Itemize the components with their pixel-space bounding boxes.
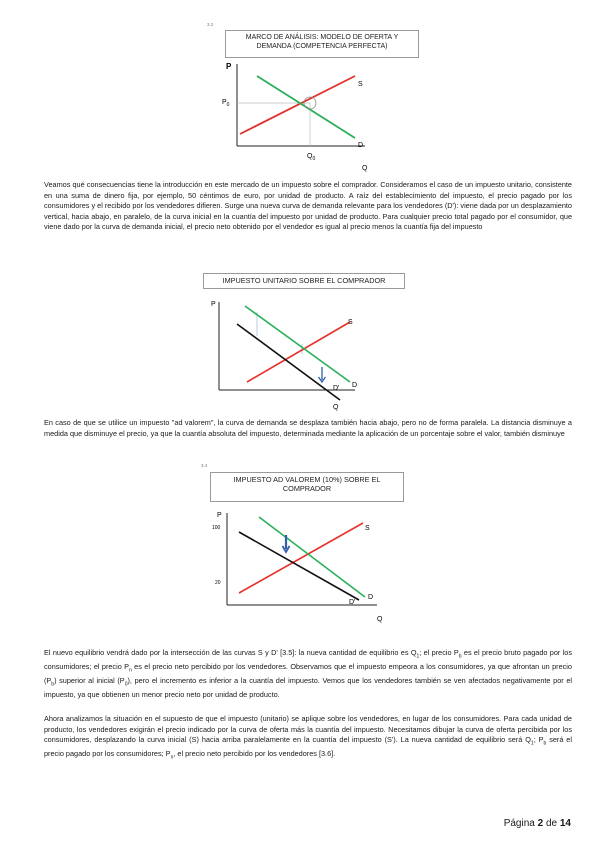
text-run: es el precio bruto pagado por los consumidores; el precio P: [44, 648, 573, 672]
figure-number: 3.4: [201, 463, 208, 468]
demand-label: D: [352, 382, 358, 389]
subscript: 1: [530, 740, 534, 747]
tick-label-20: 20: [215, 580, 221, 586]
text-run: es el precio neto percibido por los vendedores. Observamos que el impuesto empeora a los consumidores, ya que afrontan un precio (P: [44, 662, 572, 686]
subscript: b: [51, 681, 55, 688]
q0-label: $Q_0$: [307, 153, 316, 162]
figure-title: IMPUESTO UNITARIO SOBRE EL COMPRADOR: [203, 273, 405, 289]
figure-title-line: IMPUESTO AD VALOREM (10%) SOBRE EL: [233, 475, 381, 484]
shifted-demand-curve: [237, 324, 340, 400]
page-footer: [504, 818, 571, 829]
figure-title: [210, 472, 404, 502]
figure-title: [225, 30, 419, 58]
demand-curve: [259, 517, 365, 597]
p0-label: $P_0$: [222, 99, 230, 108]
paragraph: En caso de que se utilice un impuesto "ad valorem", la curva de demanda se desplaza también hacia abajo, pero no de forma paralela. La distancia disminuye a medida que disminuye el precio, ya que la cuantía absoluta del impuesto, determinada mediante la aplicación de un porcentaje sobre el valor, también disminuye: [44, 418, 572, 438]
supply-demand-chart: [215, 56, 385, 178]
supply-curve: [239, 523, 363, 593]
supply-label: S: [358, 81, 363, 88]
subscript: 1: [416, 653, 420, 660]
axis-label-p: P: [211, 301, 216, 308]
demand-label: D: [368, 594, 374, 601]
text-run: El nuevo equilibrio vendrá dado por la intersección de las curvas S y D' [3.5]: la nueva cantidad de equilibrio es Q: [44, 648, 417, 657]
axis-label-p: P: [217, 512, 222, 519]
tick-label-100: 100: [212, 525, 221, 531]
demand-label: D: [358, 142, 364, 149]
subscript: b: [543, 740, 547, 747]
paragraph: [44, 648, 572, 701]
shifted-demand-curve: [239, 532, 359, 600]
axis-label-q: Q: [333, 404, 339, 411]
page-label: Página: [503, 818, 535, 829]
subscript: 0: [124, 681, 128, 688]
demand-curve: [245, 306, 350, 382]
supply-label: S: [365, 525, 370, 532]
page-of: de: [545, 818, 558, 829]
supply-curve: [247, 322, 350, 382]
text-run: ; P: [533, 735, 544, 745]
text-run: ), pero el incremento es inferior a la cuantía del impuesto. Vemos que los vendedores también se ven afectados negativamente por el impuesto, ya que obtienen un menor precio neto por unidad de producto.: [44, 676, 573, 700]
axis-label-q: Q: [377, 616, 383, 623]
figure-title-line: MARCO DE ANÁLISIS: MODELO DE OFERTA Y: [245, 34, 399, 41]
figure-number: 3.2: [207, 22, 214, 27]
supply-curve: [240, 76, 355, 134]
supply-label: S: [348, 319, 353, 326]
figure-title-line: COMPRADOR: [282, 484, 332, 493]
page-total: 14: [559, 818, 571, 829]
page-current: 2: [537, 818, 544, 829]
unit-tax-chart: [205, 292, 375, 412]
paragraph: [44, 714, 572, 763]
subscript: n: [170, 754, 174, 761]
text-run: , el precio neto percibido por los vendedores [3.6].: [173, 749, 336, 759]
paragraph: Veamos qué consecuencias tiene la introducción en este mercado de un impuesto sobre el comprador. Consideramos el caso de un impuesto unitario, consistente en una suma de dinero fija, por ejemplo, 50 céntimos de euro, por unidad de producto. A raíz del establecimiento del impuesto, el precio pagado por los consumidores y el recibido por los vendedores difieren. Surge una nueva curva de demanda relevante para los vendedores (D'): viene dada por un desplazamiento vertical, hacia abajo, en paralelo, de la curva inicial en la cuantía del impuesto por unidad de producto. Para cualquier precio total pagado por el consumidor, que viene dado por la curva de demanda inicial, el precio neto obtenido por el vendedor es igual al precio menos la cuantía fija del impuesto: [44, 180, 572, 232]
subscript: n: [129, 667, 132, 674]
text-run: ; el precio P: [419, 648, 459, 657]
subscript: b: [458, 653, 462, 660]
axis-label-p: P: [226, 62, 232, 71]
axis-label-q: Q: [362, 165, 368, 172]
figure-title-line: DEMANDA (COMPETENCIA PERFECTA): [256, 43, 388, 50]
text-run: será el precio pagado por los consumidores; P: [44, 735, 572, 759]
shifted-demand-label: D': [349, 599, 356, 606]
shifted-demand-label: D': [333, 385, 340, 392]
ad-valorem-tax-chart: [205, 505, 395, 625]
text-run: Ahora analizamos la situación en el supuesto de que el impuesto (unitario) se aplique sobre los vendedores, en lugar de los consumidores. Para cada unidad de producto, los vendedores exigirán el precio indicado por la curva de oferta más la cuantía del impuesto. Necesitamos dibujar la curva de oferta percibida por los consumidores, desplazando la curva inicial (S) hacia arriba paralelamente en la cuantía del impuesto (S'). La nueva cantidad de equilibrio será Q: [44, 714, 572, 745]
text-run: ) superior al inicial (P: [54, 676, 125, 686]
